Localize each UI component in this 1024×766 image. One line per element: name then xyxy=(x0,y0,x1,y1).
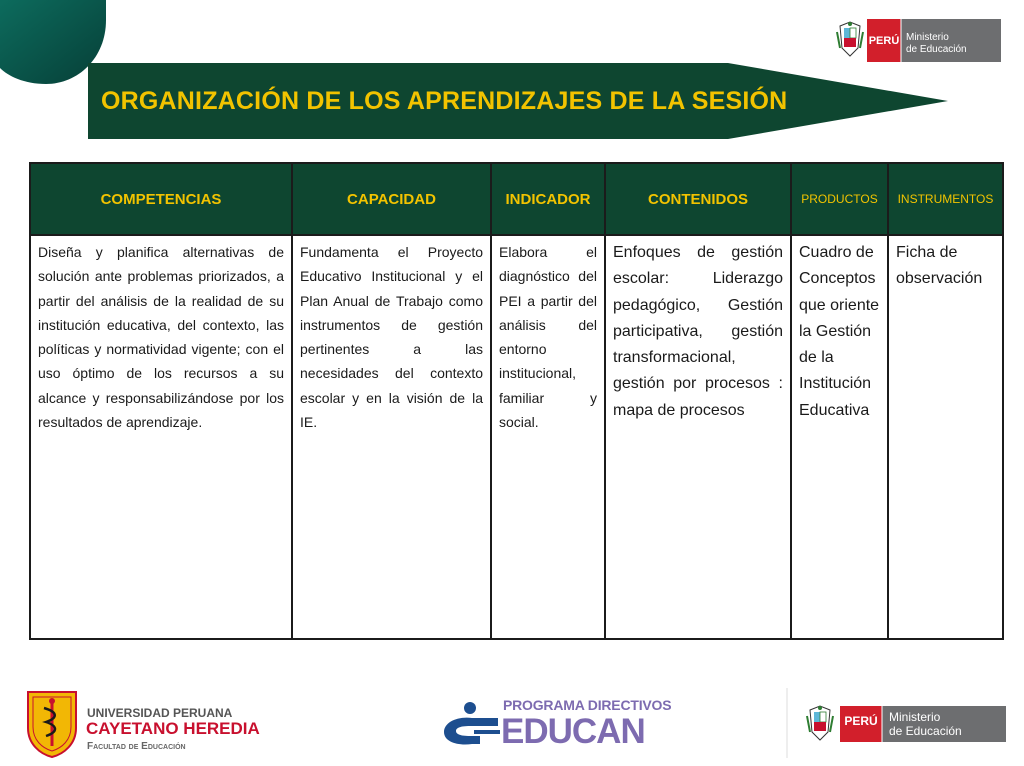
cell-capacidad xyxy=(292,235,491,639)
table-header-row xyxy=(30,163,1003,235)
header-productos: PRODUCTOS xyxy=(791,163,888,235)
cell-indicador xyxy=(491,235,605,639)
cell-contenidos-text: Enfoques de gestión escolar: Liderazgo pedagógico, Gestión participativa, gestión transformacional, gestión por procesos : mapa de procesos xyxy=(613,244,783,419)
educan-name: EDUCAN xyxy=(501,712,645,751)
cell-capacidad-text: Fundamenta el Proyecto Educativo Institucional y el Plan Anual de Trabajo como instrumentos de gestión pertinentes a las necesidades del contexto escolar y en la visión de la IE. xyxy=(300,244,483,431)
upch-university-label: UNIVERSIDAD PERUANA xyxy=(87,706,233,720)
session-organization-table xyxy=(29,162,1004,640)
upch-name: CAYETANO HEREDIA xyxy=(86,719,260,738)
ministerio-bottom-line1: Ministerio xyxy=(889,710,941,724)
ministerio-bottom-line2: de Educación xyxy=(889,724,962,738)
peru-coat-of-arms-icon xyxy=(837,22,863,56)
ministerio-bottom-country: PERÚ xyxy=(844,714,878,728)
upch-shield-icon xyxy=(24,688,80,758)
ministerio-top-line1: Ministerio xyxy=(906,32,949,43)
educan-mark-icon xyxy=(440,700,502,748)
cell-instrumentos xyxy=(888,235,1003,639)
header-competencias: COMPETENCIAS xyxy=(30,163,292,235)
header-instrumentos: INSTRUMENTOS xyxy=(888,163,1003,235)
cell-indicador-text: Elabora el diagnóstico del PEI a partir del análisis del entorno institucional, familiar y social. xyxy=(499,244,597,431)
cell-productos xyxy=(791,235,888,639)
educan-program-label: PROGRAMA DIRECTIVOS xyxy=(503,697,672,713)
header-capacidad: CAPACIDAD xyxy=(292,163,491,235)
ministerio-top-country: PERÚ xyxy=(868,35,900,47)
cell-instrumentos-text: Ficha de observación xyxy=(896,244,983,288)
cell-productos-text: Cuadro de Conceptos que oriente la Gestión de la Institución Educativa xyxy=(799,244,880,419)
cell-competencias xyxy=(30,235,292,639)
page-title: ORGANIZACIÓN DE LOS APRENDIZAJES DE LA SESIÓN xyxy=(101,87,788,115)
header-contenidos: CONTENIDOS xyxy=(605,163,791,235)
table-row xyxy=(30,235,1003,639)
cell-contenidos xyxy=(605,235,791,639)
cell-competencias-text: Diseña y planifica alternativas de solución ante problemas priorizados, a partir del análisis de la realidad de su institución educativa, del contexto, las políticas y normatividad vigente; con el uso óptimo de los recursos a su alcance y responsabilizándose por los resultados de aprendizaje. xyxy=(38,244,284,431)
ministerio-top-line2: de Educación xyxy=(906,44,967,55)
upch-faculty: Facultad de Educación xyxy=(87,741,186,752)
header-indicador: INDICADOR xyxy=(491,163,605,235)
